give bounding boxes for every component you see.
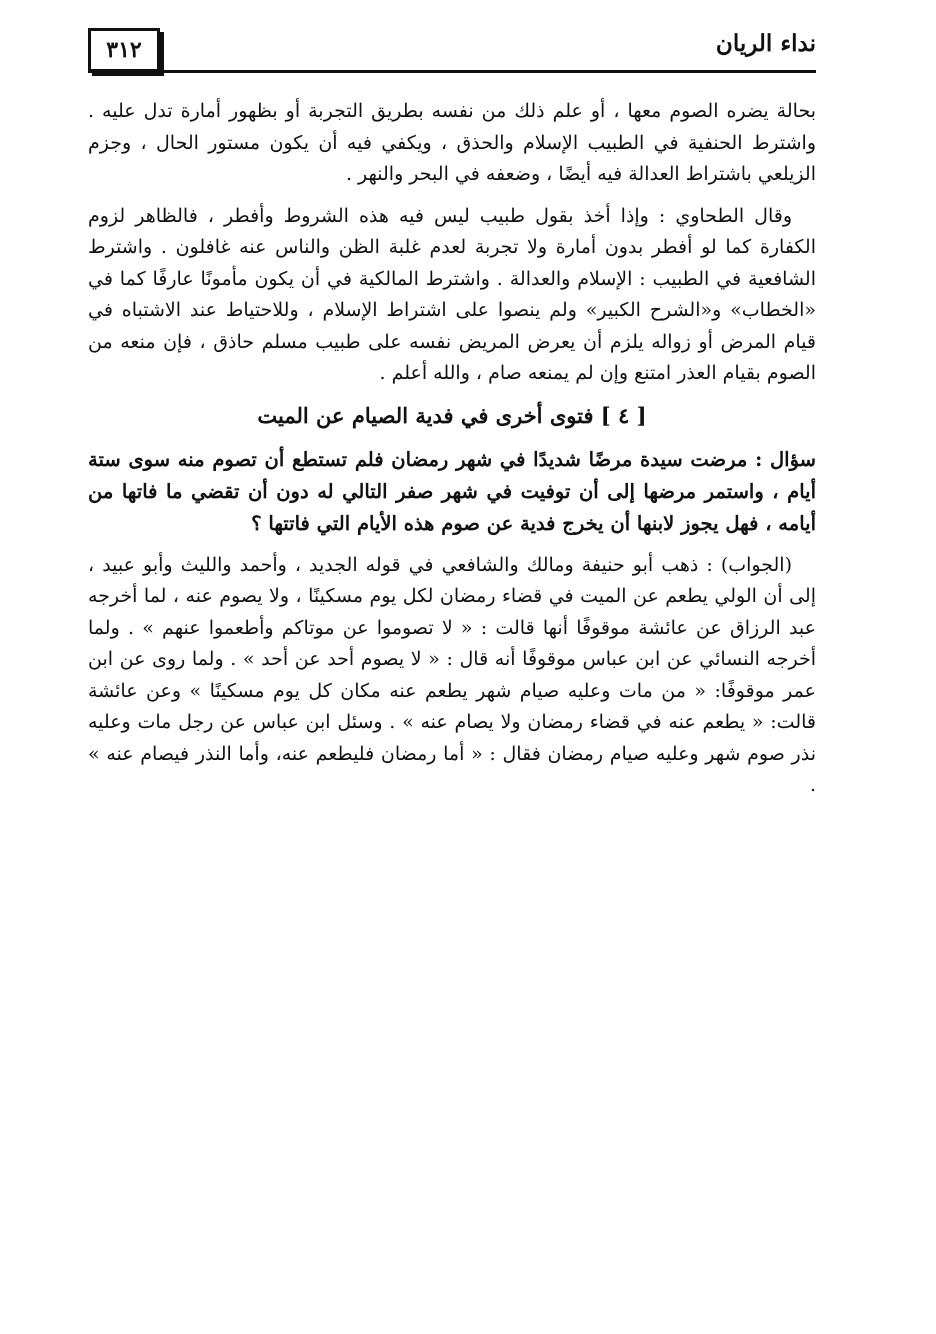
paragraph-2: وقال الطحاوي : وإذا أخذ بقول طبيب ليس فيه هذه الشروط وأفطر ، فالظاهر لزوم الكفارة كما لو أفطر بدون أمارة ولا تجربة لعدم غلبة الظن والناس عنه غافلون . واشترط الشافعية في الطبيب : الإسلام والعدالة . واشترط المالكية في أن يكون مأمونًا عارفًا كما في «الخطاب» و«الشرح الكبير» ولم ينصوا على اشتراط الإسلام ، وللاحتياط عند الاشتباه في قيام المرض أو زواله يلزم أن يعرض المريض نفسه على طبيب مسلم حاذق ، فإن منعه من الصوم بقيام العذر امتنع وإن لم يمنعه صام ، والله أعلم . [88,204,816,384]
page-number: ٣١٢ [88,28,160,72]
page-body [88,96,816,802]
answer-text: (الجواب) : ذهب أبو حنيفة ومالك والشافعي في قوله الجديد ، وأحمد والليث وأبو عبيد ، إلى أن الولي يطعم عن الميت في قضاء رمضان لكل يوم مسكينًا ، ولا يصوم عنه ، لما أخرجه عبد الرزاق عن عائشة موقوفًا أنها قالت : « لا تصوموا عن موتاكم وأطعموا عنهم » . ولما أخرجه النسائي عن ابن عباس موقوفًا أنه قال : « لا يصوم أحد عن أحد » . ولما روى عن ابن عمر موقوفًا: « من مات وعليه صيام شهر يطعم عنه مكان كل يوم مسكينًا » وعن عائشة قالت: « يطعم عنه في قضاء رمضان ولا يصام عنه » . وسئل ابن عباس عن رجل مات وعليه نذر صوم شهر وعليه صيام رمضان فقال : « أما رمضان فليطعم عنه، وأما النذر فيصام عنه » . [88,553,816,796]
book-title: نداء الريان [715,30,816,57]
section-title: [ ٤ ] فتوى أخرى في فدية الصيام عن الميت [257,402,647,428]
question-label: سؤال : [755,447,816,471]
question-block [88,444,816,540]
header-rule [88,70,816,73]
page-header [88,22,816,74]
question-text: مرضت سيدة مرضًا شديدًا في شهر رمضان فلم تستطع أن تصوم منه سوى ستة أيام ، واستمر مرضها إلى أن توفيت في شهر صفر التالي له دون أن تقضي ما فاتها من أيامه ، فهل يجوز لابنها أن يخرج فدية عن صوم هذه الأيام التي فاتتها ؟ [88,447,816,535]
paragraph-1: بحالة يضره الصوم معها ، أو علم ذلك من نفسه بطريق التجربة أو بظهور أمارة تدل عليه . واشترط الحنفية في الطبيب الإسلام والحذق ، ويكفي فيه أن يكون مستور الحال ، وجزم الزيلعي باشتراط العدالة فيه أيضًا ، وضعفه في البحر والنهر . [88,100,816,185]
